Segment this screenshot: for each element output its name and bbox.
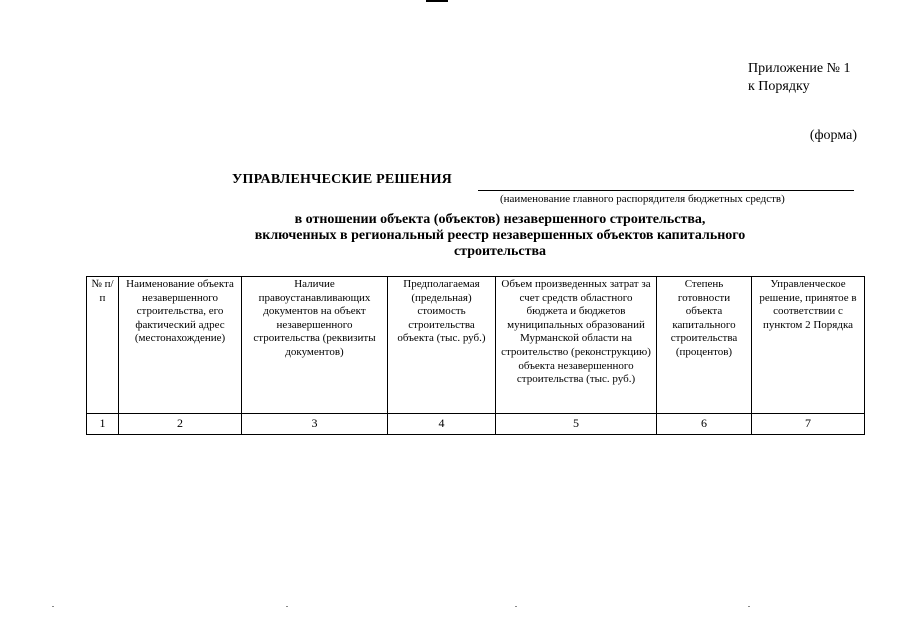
- header-cell-costs-incurred: Объем произведенных затрат за счет средств областного бюджета и бюджетов муниципальных образований Мурманской области на строительство (реконструкцию) объекта незавершенного строительства (тыс. руб.): [496, 277, 657, 414]
- header-cell-readiness: Степень готовности объекта капитального строительства (процентов): [657, 277, 752, 414]
- form-label: (форма): [809, 128, 857, 143]
- decisions-table: [86, 276, 865, 435]
- document-title: УПРАВЛЕНЧЕСКИЕ РЕШЕНИЯ: [232, 172, 452, 187]
- header-cell-documents: Наличие правоустанавливающих документов на объект незавершенного строительства (реквизиты документов): [242, 277, 388, 414]
- header-cell-estimated-cost: Предполагаемая (предельная) стоимость строительства объекта (тыс. руб.): [388, 277, 496, 414]
- scan-speck: [286, 606, 288, 607]
- top-scan-mark: [426, 0, 448, 2]
- fill-in-line: [478, 190, 854, 191]
- heading-line-1: в отношении объекта (объектов) незавершенного строительства,: [294, 212, 706, 227]
- scan-speck: [748, 606, 750, 607]
- table-header-row: [87, 277, 865, 414]
- appendix-note: [748, 60, 851, 96]
- column-number-cell: 3: [242, 414, 388, 435]
- heading-line-2: включенных в региональный реестр незавершенных объектов капитального: [254, 228, 746, 243]
- document-heading: [200, 212, 800, 260]
- appendix-line-1: Приложение № 1: [748, 61, 851, 76]
- column-number-cell: 1: [87, 414, 119, 435]
- column-number-cell: 7: [752, 414, 865, 435]
- column-number-cell: 4: [388, 414, 496, 435]
- header-cell-object-name: Наименование объекта незавершенного строительства, его фактический адрес (местонахождение): [119, 277, 242, 414]
- heading-line-3: строительства: [453, 244, 547, 259]
- table-row: [87, 414, 865, 435]
- scan-speck: [52, 606, 54, 607]
- appendix-line-2: к Порядку: [748, 79, 810, 94]
- column-number-cell: 2: [119, 414, 242, 435]
- column-number-cell: 6: [657, 414, 752, 435]
- header-cell-decision: Управленческое решение, принятое в соответствии с пунктом 2 Порядка: [752, 277, 865, 414]
- title-subcaption: (наименование главного распорядителя бюджетных средств): [500, 193, 785, 205]
- header-cell-number: № п/п: [87, 277, 119, 414]
- column-number-cell: 5: [496, 414, 657, 435]
- scan-speck: [515, 606, 517, 607]
